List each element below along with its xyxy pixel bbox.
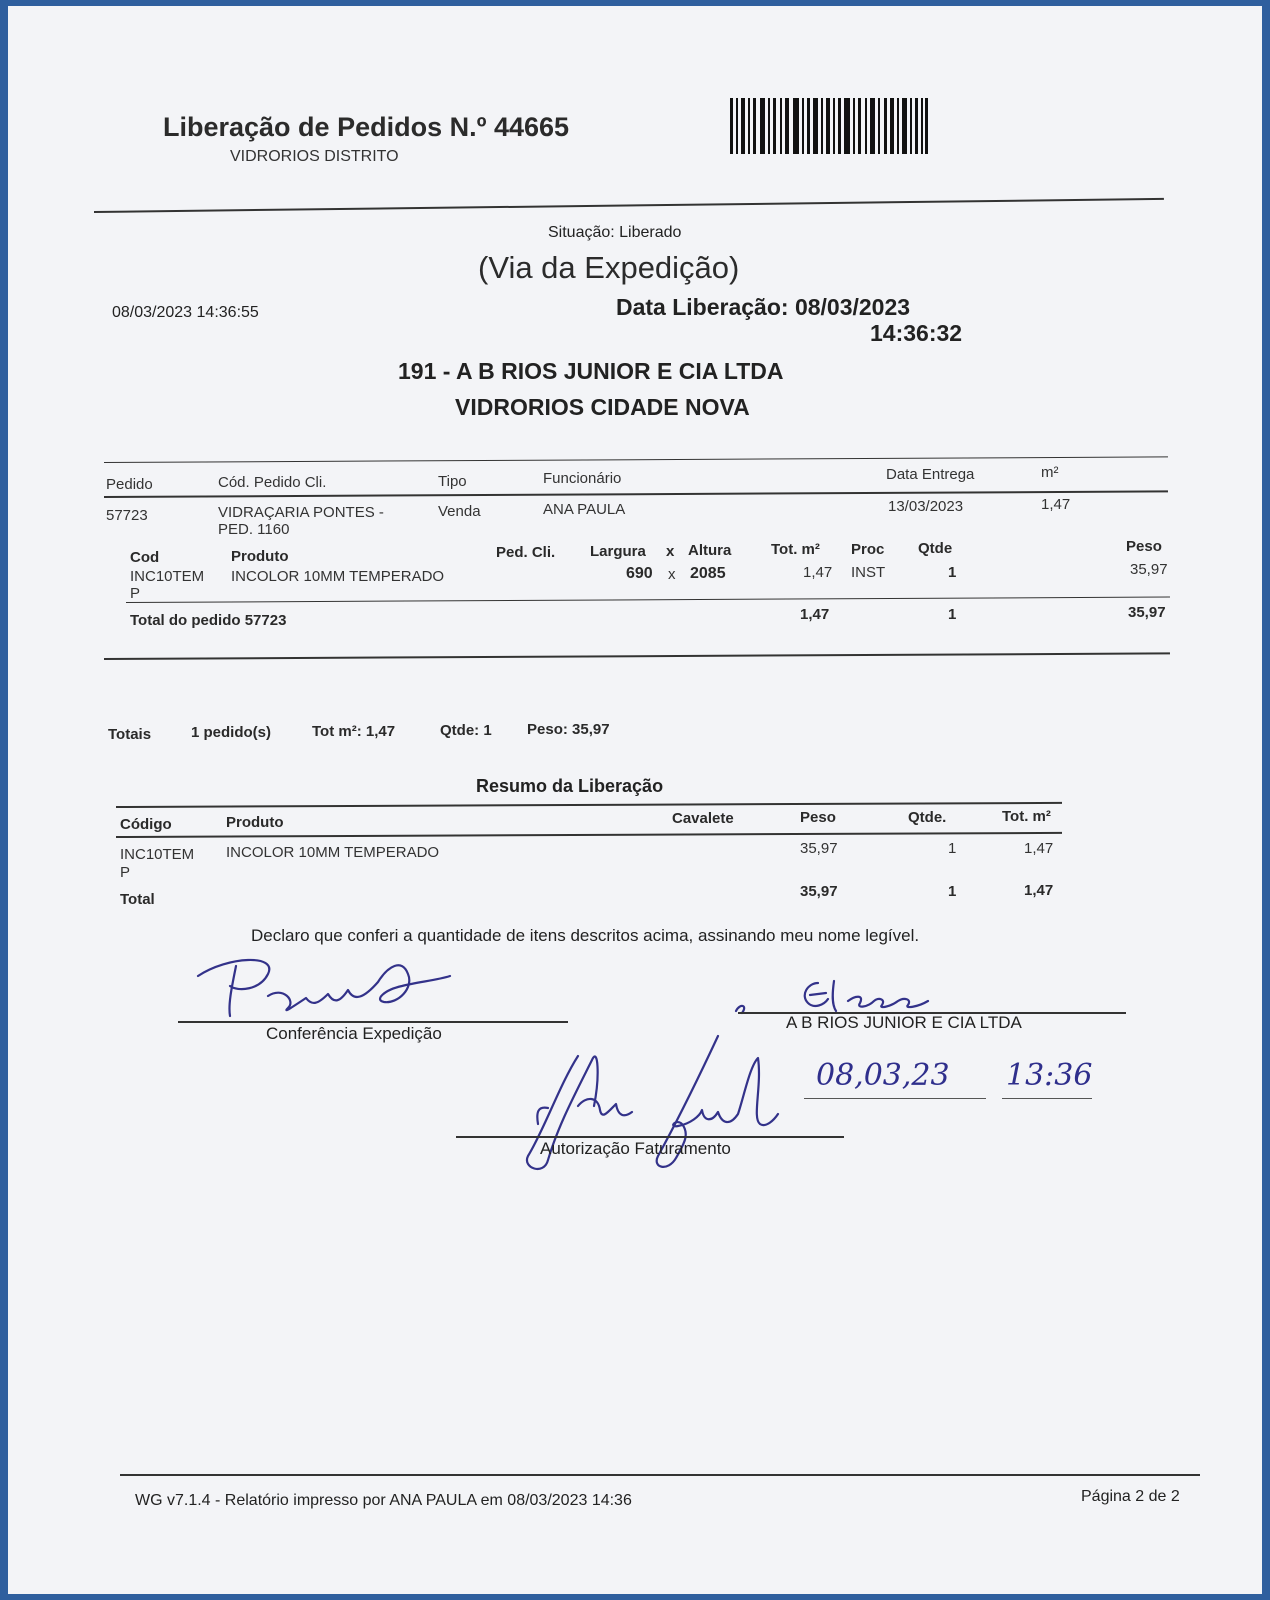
footer-page-number: Página 2 de 2 [1081, 1488, 1180, 1505]
summary-qtde: 1 [948, 840, 957, 857]
summary-codigo-1: INC10TEM [120, 846, 195, 863]
item-col-peso: Peso [1126, 538, 1162, 555]
item-qtde: 1 [948, 564, 957, 581]
item-altura: 2085 [690, 565, 726, 582]
summary-title: Resumo da Liberação [476, 776, 664, 796]
status-text: Situação: Liberado [548, 224, 682, 241]
item-col-cod: Cod [130, 549, 160, 566]
order-client-ref-2: PED. 1160 [218, 521, 290, 538]
via-label: (Via da Expedição) [478, 250, 740, 285]
handwritten-date-line [804, 1098, 986, 1099]
col-data-entrega: Data Entrega [886, 466, 975, 483]
totals-peso: Peso: 35,97 [527, 721, 610, 738]
summary-col-tot-m2: Tot. m² [1002, 808, 1051, 825]
totals-m2: Tot m²: 1,47 [312, 723, 396, 740]
item-proc: INST [851, 564, 886, 581]
item-col-proc: Proc [851, 541, 885, 558]
conferencia-line [178, 1021, 568, 1023]
order-total-peso: 35,97 [1128, 604, 1166, 621]
summary-product: INCOLOR 10MM TEMPERADO [226, 844, 440, 861]
summary-peso: 35,97 [800, 840, 838, 857]
order-type: Venda [438, 503, 481, 520]
item-product: INCOLOR 10MM TEMPERADO [231, 568, 445, 585]
order-client-ref-1: VIDRAÇARIA PONTES - [218, 504, 384, 521]
handwritten-time: 13:36 [1006, 1058, 1093, 1093]
order-table-top-rule [104, 456, 1168, 463]
item-tot-m2: 1,47 [803, 564, 833, 581]
client-branch: VIDRORIOS CIDADE NOVA [455, 394, 750, 420]
col-cod-pedido-cli: Cód. Pedido Cli. [218, 474, 327, 491]
item-cod-2: P [130, 585, 141, 602]
order-total-label: Total do pedido 57723 [130, 612, 287, 629]
item-col-largura: Largura [590, 543, 646, 560]
summary-total-m2: 1,47 [1024, 882, 1054, 899]
order-employee: ANA PAULA [543, 501, 626, 518]
item-col-ped-cli: Ped. Cli. [496, 544, 556, 561]
summary-total-label: Total [120, 891, 155, 908]
order-m2: 1,47 [1041, 496, 1071, 513]
client-signature-label: A B RIOS JUNIOR E CIA LTDA [786, 1013, 1022, 1032]
release-time: 14:36:32 [870, 320, 963, 346]
order-total-m2: 1,47 [800, 606, 830, 623]
company-name: VIDRORIOS DISTRITO [230, 148, 399, 165]
totals-pedidos: 1 pedido(s) [191, 724, 272, 741]
client-name: 191 - A B RIOS JUNIOR E CIA LTDA [398, 358, 784, 384]
col-tipo: Tipo [438, 473, 467, 490]
summary-col-cavalete: Cavalete [672, 810, 734, 827]
conferencia-label: Conferência Expedição [266, 1024, 442, 1043]
order-table-header-rule [104, 490, 1168, 498]
item-largura: 690 [626, 565, 653, 582]
print-datetime: 08/03/2023 14:36:55 [112, 304, 259, 321]
totals-label: Totais [108, 726, 152, 743]
item-col-x: x [666, 543, 675, 560]
summary-tot-m2: 1,47 [1024, 840, 1054, 857]
item-col-qtde: Qtde [918, 540, 953, 557]
item-x: x [668, 566, 676, 583]
col-pedido: Pedido [106, 476, 153, 493]
summary-codigo-2: P [120, 864, 131, 881]
summary-total-qtde: 1 [948, 883, 957, 900]
col-m2: m² [1041, 464, 1059, 481]
item-cod-1: INC10TEM [130, 568, 205, 585]
document-page [8, 6, 1262, 1594]
item-peso: 35,97 [1130, 561, 1168, 578]
item-col-altura: Altura [688, 542, 732, 559]
autorizacao-label: Autorização Faturamento [540, 1139, 731, 1158]
summary-col-peso: Peso [800, 809, 836, 826]
item-col-produto: Produto [231, 548, 289, 565]
order-number: 57723 [106, 507, 148, 524]
summary-col-qtde: Qtde. [908, 809, 947, 826]
summary-col-codigo: Código [120, 816, 172, 833]
item-total-rule [126, 597, 1170, 603]
footer-print-info: WG v7.1.4 - Relatório impresso por ANA PAULA em 08/03/2023 14:36 [135, 1492, 632, 1509]
handwritten-date: 08,03,23 [816, 1058, 950, 1093]
summary-top-rule [116, 802, 1062, 808]
order-table-bottom-rule [104, 652, 1170, 660]
order-delivery-date: 13/03/2023 [888, 498, 964, 515]
item-col-tot-m2: Tot. m² [771, 541, 820, 558]
autorizacao-line [456, 1136, 844, 1138]
order-total-qtde: 1 [948, 606, 957, 623]
declaration-text: Declaro que conferi a quantidade de itens descritos acima, assinando meu nome legível. [251, 926, 920, 945]
signature-conferencia [188, 946, 478, 1026]
header-divider [94, 198, 1164, 213]
release-date: Data Liberação: 08/03/2023 [616, 294, 911, 320]
handwritten-time-line [1002, 1098, 1092, 1099]
summary-header-rule [116, 832, 1062, 838]
col-funcionario: Funcionário [543, 470, 622, 487]
summary-col-produto: Produto [226, 814, 284, 831]
summary-total-peso: 35,97 [800, 883, 838, 900]
totals-qtde: Qtde: 1 [440, 722, 492, 739]
document-title: Liberação de Pedidos N.º 44665 [163, 112, 570, 142]
signature-autorizacao [508, 1026, 798, 1186]
footer-rule [120, 1474, 1200, 1476]
barcode-icon [730, 98, 928, 154]
